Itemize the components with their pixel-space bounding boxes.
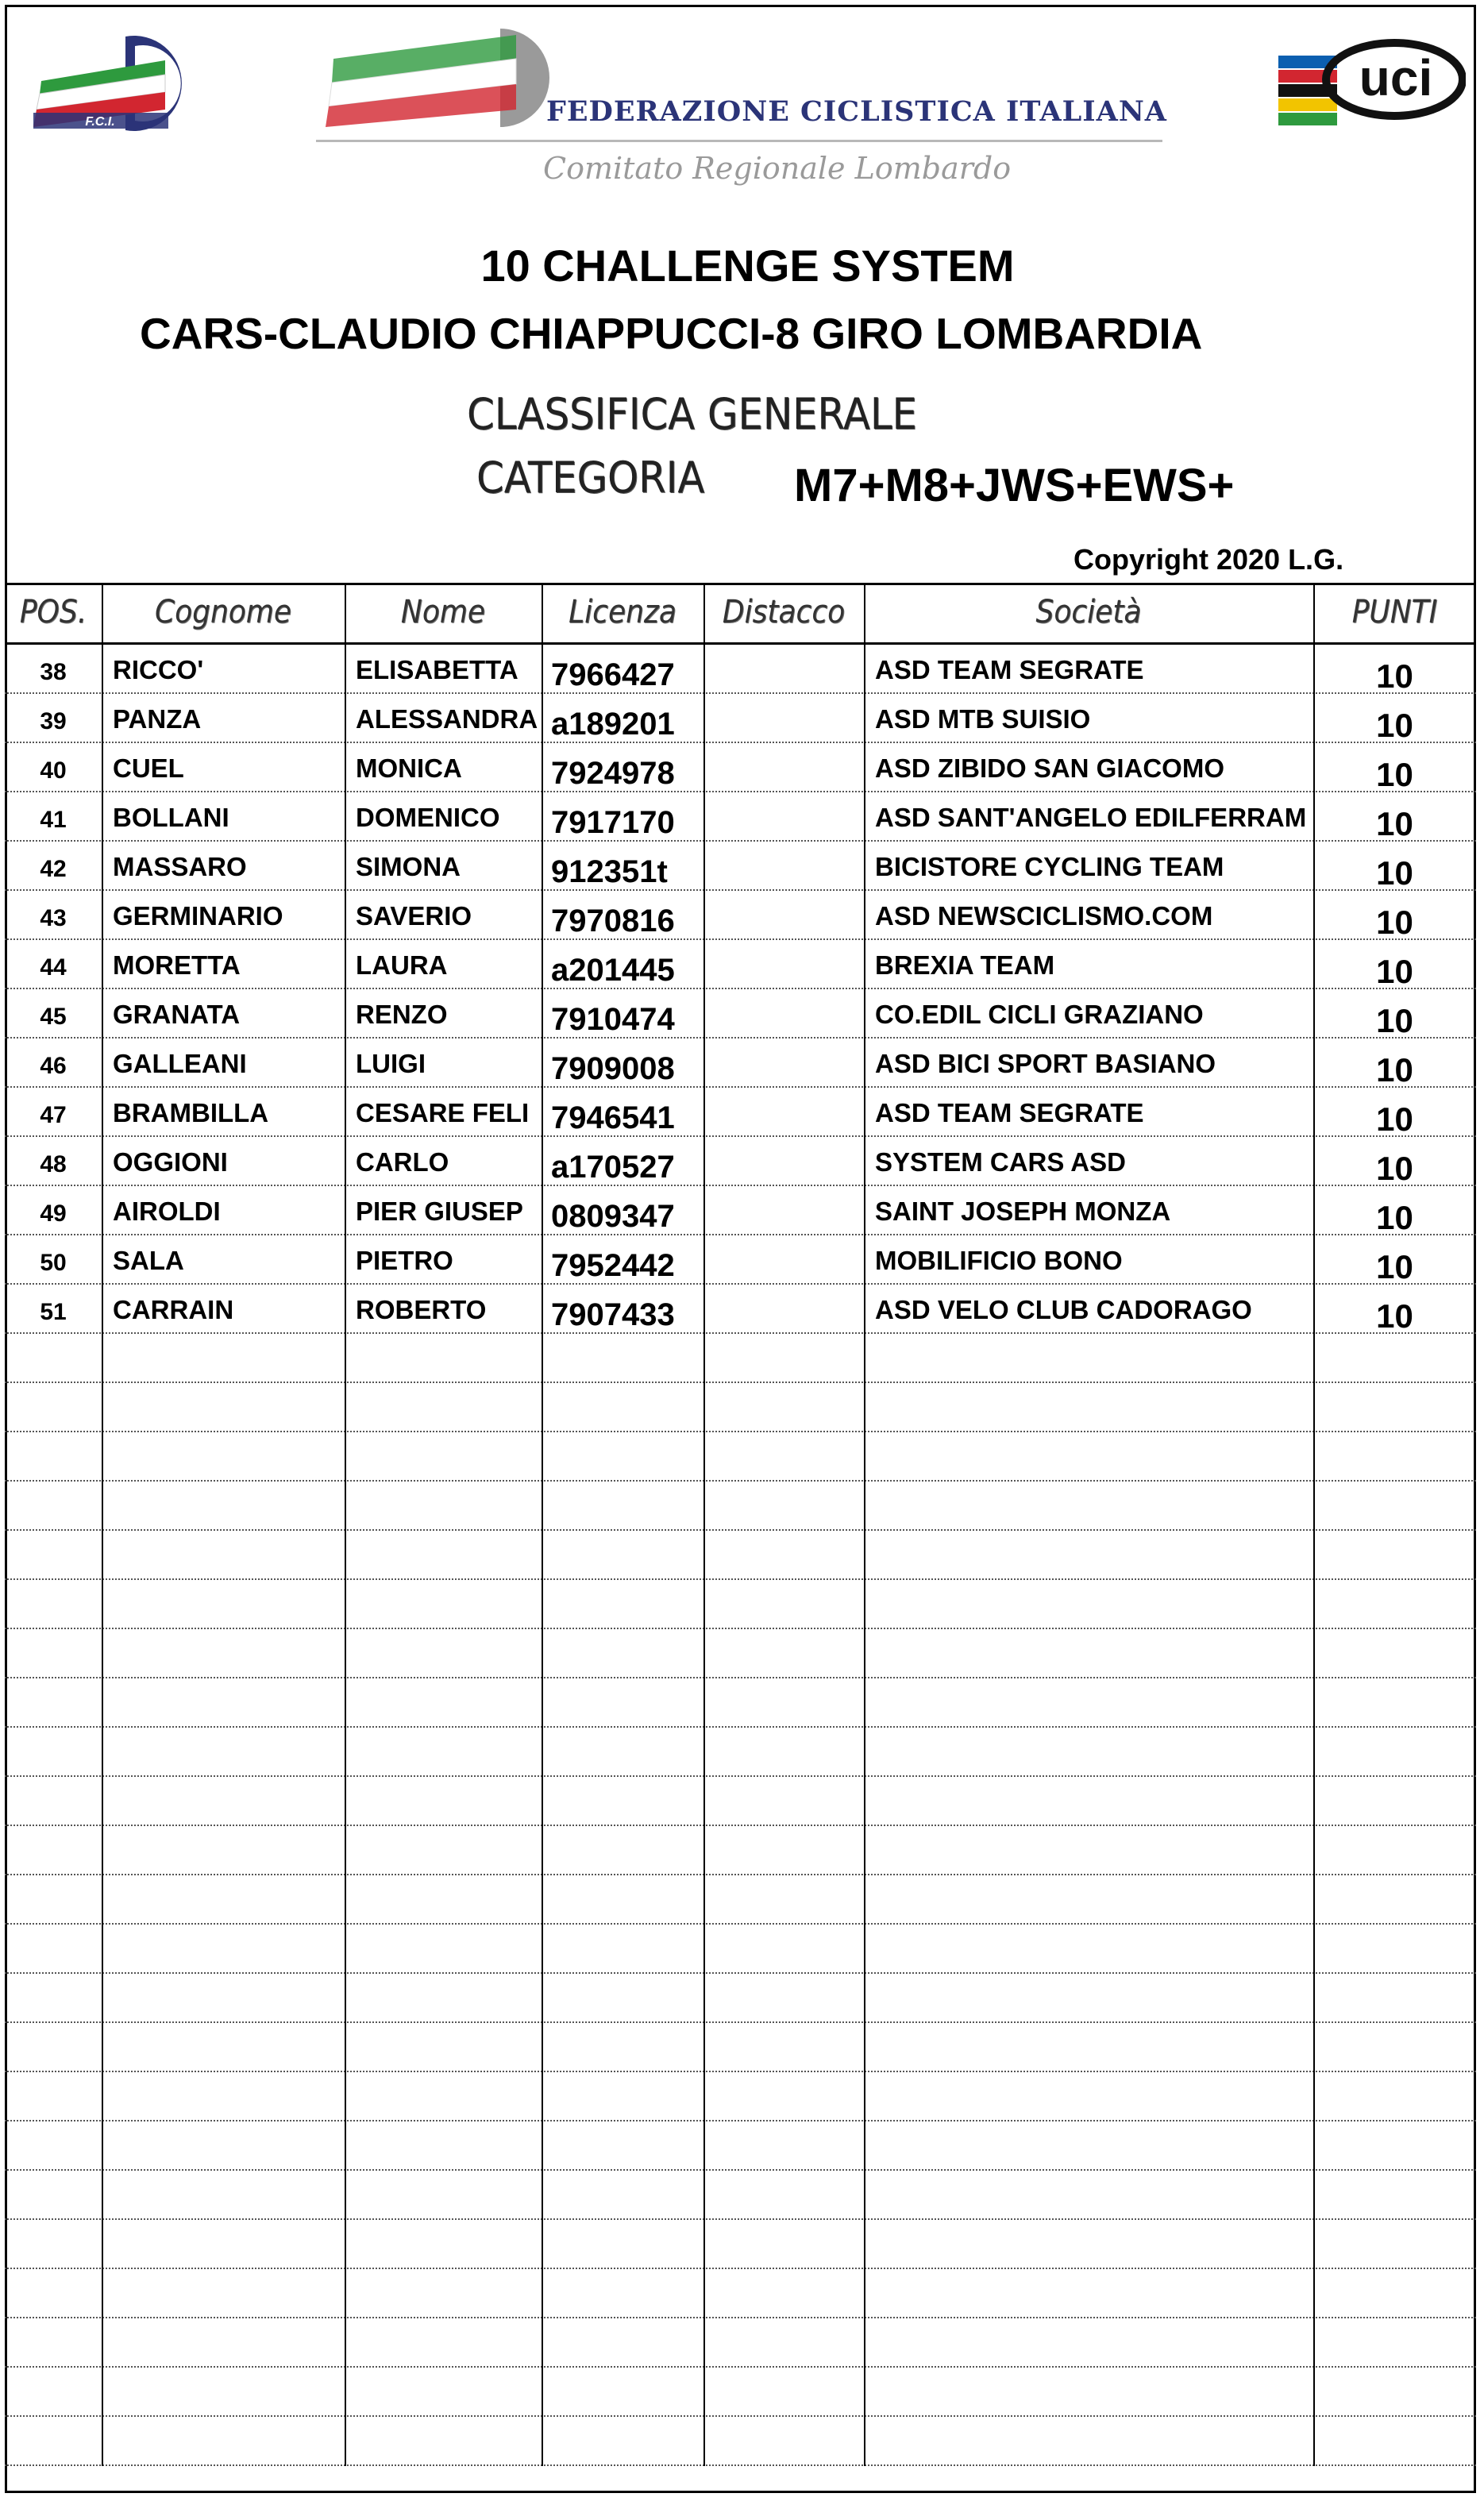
event-title-line2: CARS-CLAUDIO CHIAPPUCCI-8 GIRO LOMBARDIA: [140, 309, 1203, 358]
cell-pos: 44: [40, 954, 67, 981]
cell-nome: DOMENICO: [356, 803, 500, 832]
federation-logo-icon: [318, 27, 556, 130]
cell-licenza: 7917170: [551, 805, 675, 840]
cell-nome: SAVERIO: [356, 901, 472, 931]
svg-text:uci: uci: [1359, 49, 1433, 106]
cell-societa: ASD TEAM SEGRATE: [875, 1098, 1144, 1127]
table-row: [5, 1039, 1476, 1088]
column-divider: [864, 584, 865, 2466]
table-row: [5, 2269, 1476, 2318]
event-title-line1-text: 10 CHALLENGE SYSTEM: [480, 241, 1015, 291]
column-divider: [542, 584, 543, 2466]
cell-societa: ASD ZIBIDO SAN GIACOMO: [875, 753, 1225, 783]
cell-pos: 43: [40, 905, 67, 931]
cell-cognome: OGGIONI: [113, 1147, 228, 1177]
federation-divider: [316, 140, 1162, 142]
cell-societa: ASD TEAM SEGRATE: [875, 655, 1144, 684]
cell-nome: LAURA: [356, 950, 448, 980]
table-row: [5, 743, 1476, 792]
table-row: [5, 1285, 1476, 1334]
cell-punti: 10: [1376, 756, 1413, 791]
cell-societa: SAINT JOSEPH MONZA: [875, 1197, 1171, 1226]
table-row: [5, 1088, 1476, 1137]
table-row: [5, 2121, 1476, 2171]
cell-cognome: CUEL: [113, 753, 184, 783]
classification-heading: CLASSIFICA GENERALE: [467, 389, 917, 439]
header-licenza: Licenza: [569, 594, 676, 630]
cell-nome: CARLO: [356, 1147, 449, 1177]
cell-pos: 41: [40, 807, 67, 833]
cell-societa: ASD VELO CLUB CADORAGO: [875, 1295, 1252, 1324]
table-row: [5, 1482, 1476, 1531]
cell-licenza: 7909008: [551, 1051, 675, 1086]
cell-nome: ELISABETTA: [356, 655, 518, 684]
table-row: [5, 1629, 1476, 1678]
cell-cognome: CARRAIN: [113, 1295, 234, 1324]
cell-punti: 10: [1376, 953, 1413, 988]
cell-punti: 10: [1376, 1051, 1413, 1086]
cell-nome: SIMONA: [356, 852, 461, 881]
table-row: [5, 2220, 1476, 2269]
cell-cognome: BOLLANI: [113, 803, 229, 832]
table-row: [5, 1974, 1476, 2023]
table-row: [5, 792, 1476, 842]
cell-societa: SYSTEM CARS ASD: [875, 1147, 1126, 1177]
cell-punti: 10: [1376, 1100, 1413, 1135]
category-value: M7+M8+JWS+EWS+: [794, 460, 1235, 511]
cell-societa: MOBILIFICIO BONO: [875, 1246, 1123, 1275]
cell-nome: ALESSANDRA: [356, 704, 538, 734]
table-row: [5, 891, 1476, 940]
table-row: [5, 2072, 1476, 2121]
cell-pos: 49: [40, 1200, 67, 1227]
cell-nome: CESARE FELI: [356, 1098, 530, 1127]
cell-pos: 40: [40, 757, 67, 784]
table-row: [5, 1826, 1476, 1875]
cell-cognome: GERMINARIO: [113, 901, 283, 931]
header-punti: PUNTI: [1351, 594, 1438, 630]
table-row: [5, 1334, 1476, 1383]
cell-punti: 10: [1376, 1002, 1413, 1037]
table-row: [5, 1531, 1476, 1580]
cell-cognome: MORETTA: [113, 950, 241, 980]
cell-pos: 38: [40, 659, 67, 685]
cell-licenza: 7952442: [551, 1248, 675, 1283]
table-row: [5, 645, 1476, 694]
table-row: [5, 940, 1476, 989]
fci-logo-icon: [30, 33, 206, 133]
column-divider: [703, 584, 705, 2466]
cell-pos: 51: [40, 1299, 67, 1325]
category-label: CATEGORIA: [476, 453, 705, 503]
cell-cognome: PANZA: [113, 704, 202, 734]
cell-nome: LUIGI: [356, 1049, 426, 1078]
cell-licenza: 7924978: [551, 756, 675, 791]
cell-nome: MONICA: [356, 753, 462, 783]
cell-licenza: a201445: [551, 953, 675, 988]
cell-pos: 45: [40, 1004, 67, 1030]
cell-licenza: 7910474: [551, 1002, 675, 1037]
cell-societa: CO.EDIL CICLI GRAZIANO: [875, 1000, 1204, 1029]
table-row: [5, 2417, 1476, 2466]
column-divider: [102, 584, 103, 2466]
federation-subtitle: Comitato Regionale Lombardo: [543, 151, 1012, 186]
cell-nome: RENZO: [356, 1000, 448, 1029]
cell-punti: 10: [1376, 1199, 1413, 1234]
table-row: [5, 1875, 1476, 1925]
cell-pos: 39: [40, 708, 67, 734]
cell-societa: ASD SANT'ANGELO EDILFERRAM: [875, 803, 1307, 832]
table-row: [5, 1777, 1476, 1826]
cell-punti: 10: [1376, 1150, 1413, 1185]
header-distacco: Distacco: [722, 594, 846, 630]
cell-nome: PIER GIUSEP: [356, 1197, 523, 1226]
event-title-line1: [0, 240, 1484, 291]
cell-punti: 10: [1376, 1248, 1413, 1283]
cell-cognome: SALA: [113, 1246, 184, 1275]
cell-punti: 10: [1376, 904, 1413, 938]
table-row: [5, 2318, 1476, 2368]
cell-societa: ASD BICI SPORT BASIANO: [875, 1049, 1216, 1078]
cell-cognome: MASSARO: [113, 852, 247, 881]
svg-text:F.C.I.: F.C.I.: [85, 115, 115, 129]
table-row: [5, 1580, 1476, 1629]
cell-punti: 10: [1376, 657, 1413, 692]
cell-pos: 50: [40, 1250, 67, 1276]
cell-cognome: RICCO': [113, 655, 204, 684]
cell-licenza: 7970816: [551, 904, 675, 938]
cell-nome: PIETRO: [356, 1246, 453, 1275]
table-row: [5, 842, 1476, 891]
table-row: [5, 2171, 1476, 2220]
cell-pos: 46: [40, 1053, 67, 1079]
cell-cognome: AIROLDI: [113, 1197, 221, 1226]
cell-punti: 10: [1376, 1297, 1413, 1332]
uci-logo-icon: [1275, 32, 1466, 137]
table-row: [5, 1383, 1476, 1432]
cell-licenza: a170527: [551, 1150, 675, 1185]
cell-licenza: 0809347: [551, 1199, 675, 1234]
table-row: [5, 1678, 1476, 1728]
cell-nome: ROBERTO: [356, 1295, 487, 1324]
column-divider: [1313, 584, 1315, 2466]
cell-punti: 10: [1376, 707, 1413, 742]
cell-societa: BREXIA TEAM: [875, 950, 1055, 980]
cell-licenza: a189201: [551, 707, 675, 742]
cell-licenza: 912351t: [551, 854, 668, 889]
cell-cognome: GALLEANI: [113, 1049, 247, 1078]
cell-pos: 42: [40, 856, 67, 882]
table-row: [5, 1728, 1476, 1777]
federation-title: FEDERAZIONE CICLISTICA ITALIANA: [546, 95, 1167, 128]
header-cognome: Cognome: [154, 594, 292, 630]
cell-licenza: 7907433: [551, 1297, 675, 1332]
cell-punti: 10: [1376, 854, 1413, 889]
cell-cognome: GRANATA: [113, 1000, 241, 1029]
table-row: [5, 1137, 1476, 1186]
cell-licenza: 7966427: [551, 657, 675, 692]
table-row: [5, 694, 1476, 743]
cell-societa: ASD NEWSCICLISMO.COM: [875, 901, 1213, 931]
cell-licenza: 7946541: [551, 1100, 675, 1135]
cell-pos: 48: [40, 1151, 67, 1177]
cell-societa: ASD MTB SUISIO: [875, 704, 1091, 734]
column-divider: [345, 584, 346, 2466]
header-pos: POS.: [19, 594, 87, 630]
cell-punti: 10: [1376, 805, 1413, 840]
table-row: [5, 989, 1476, 1039]
cell-cognome: BRAMBILLA: [113, 1098, 269, 1127]
table-row: [5, 1186, 1476, 1235]
table-header: [5, 584, 1476, 645]
table-row: [5, 1235, 1476, 1285]
table-row: [5, 2368, 1476, 2417]
cell-pos: 47: [40, 1102, 67, 1128]
table-row: [5, 1432, 1476, 1482]
cell-societa: BICISTORE CYCLING TEAM: [875, 852, 1224, 881]
table-row: [5, 2023, 1476, 2072]
header-nome: Nome: [400, 594, 486, 630]
table-row: [5, 1925, 1476, 1974]
header-societa: Società: [1035, 594, 1142, 630]
copyright-notice: Copyright 2020 L.G.: [1073, 543, 1344, 576]
